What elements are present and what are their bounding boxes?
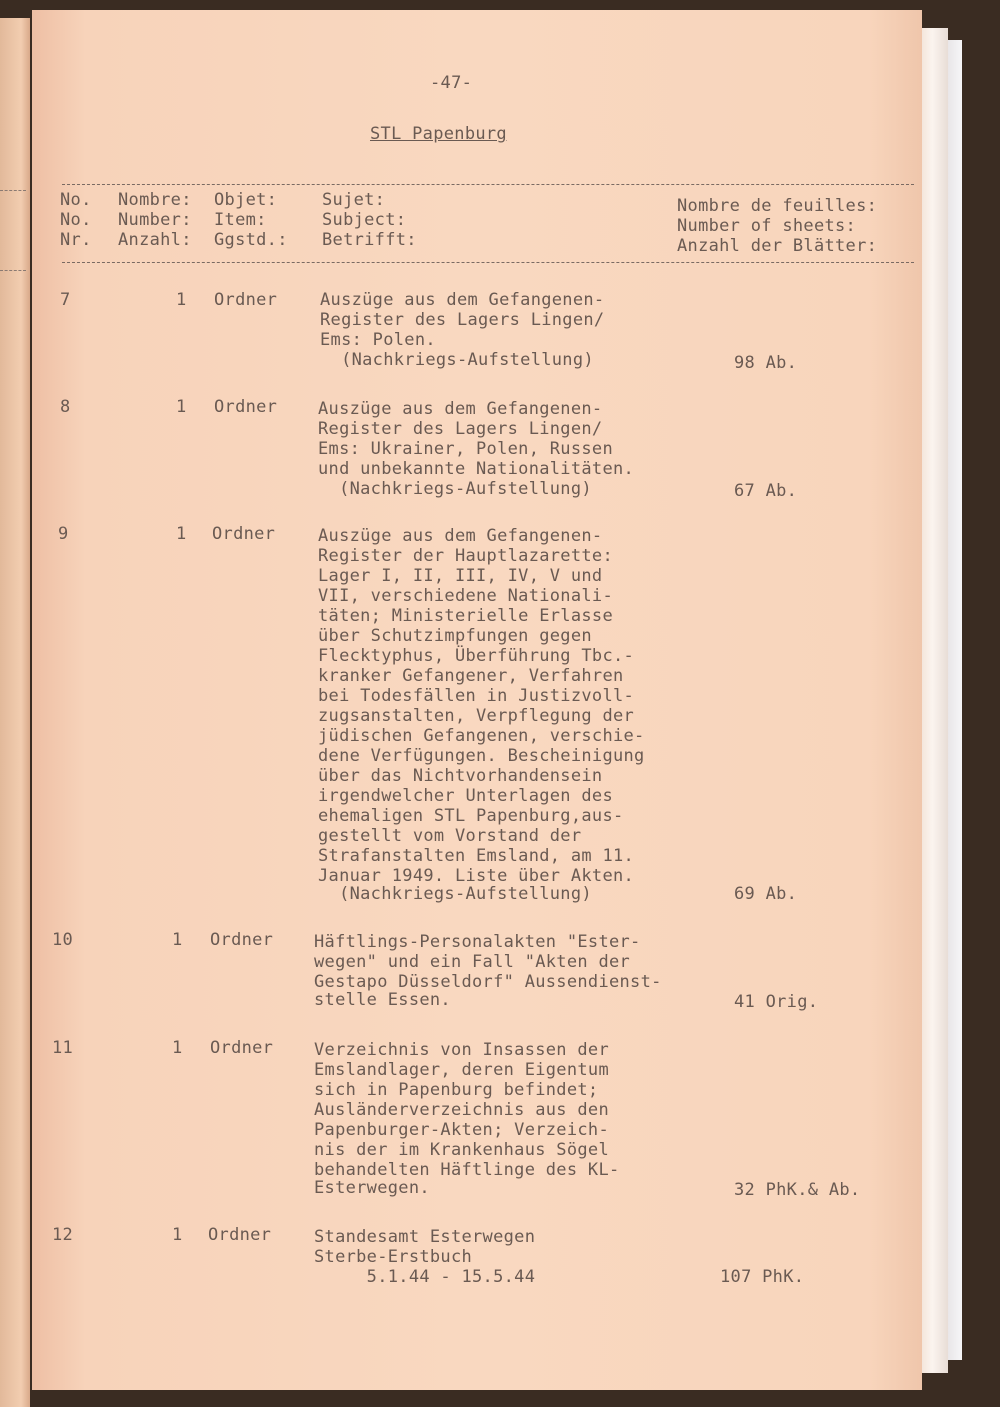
- header-no-3: Nr.: [60, 230, 92, 250]
- row-sheets: 32 PhK.& Ab.: [734, 1180, 861, 1200]
- row-subject-line: wegen" und ein Fall "Akten der: [314, 952, 631, 972]
- header-no-1: No.: [60, 190, 92, 210]
- row-no: 7: [60, 290, 71, 310]
- header-sheets-2: Number of sheets:: [677, 216, 857, 236]
- row-subject-line: Auszüge aus dem Gefangenen-: [318, 399, 603, 419]
- row-subject-line: und unbekannte Nationalitäten.: [318, 459, 635, 479]
- row-sheets: 67 Ab.: [734, 481, 798, 501]
- document-title: STL Papenburg: [370, 124, 507, 144]
- row-subject-line: irgendwelcher Unterlagen des: [318, 786, 613, 806]
- row-subject-line: (Nachkriegs-Aufstellung): [318, 884, 592, 904]
- row-number: 1: [176, 290, 187, 310]
- row-subject-line: täten; Ministerielle Erlasse: [318, 606, 613, 626]
- row-subject-line: bei Todesfällen in Justizvoll-: [318, 686, 635, 706]
- row-subject-line: Papenburger-Akten; Verzeich-: [314, 1120, 609, 1140]
- left-facing-page-edge: [0, 18, 30, 1407]
- header-top-rule: [62, 184, 914, 185]
- row-subject-line: dene Verfügungen. Bescheinigung: [318, 746, 645, 766]
- row-subject-line: Gestapo Düsseldorf" Aussendienst-: [314, 972, 662, 992]
- header-bottom-rule: [62, 262, 914, 263]
- header-number-2: Number:: [118, 210, 192, 230]
- row-sheets: 69 Ab.: [734, 884, 798, 904]
- row-subject-line: zugsanstalten, Verpflegung der: [318, 706, 635, 726]
- row-subject-line: (Nachkriegs-Aufstellung): [318, 479, 592, 499]
- row-number: 1: [172, 930, 183, 950]
- row-subject-line: kranker Gefangener, Verfahren: [318, 666, 624, 686]
- page-number: -47-: [430, 73, 473, 93]
- header-sheets-3: Anzahl der Blätter:: [677, 236, 878, 256]
- header-item-3: Ggstd.:: [214, 230, 288, 250]
- page-stack-edge-2: [948, 40, 962, 1360]
- row-subject-line: über das Nichtvorhandensein: [318, 766, 603, 786]
- row-subject-line: Strafanstalten Emsland, am 11.: [318, 846, 635, 866]
- row-subject-line: 5.1.44 - 15.5.44: [314, 1267, 536, 1287]
- page-stack-edge: [922, 28, 948, 1373]
- row-no: 8: [60, 397, 71, 417]
- row-subject-line: gestellt vom Vorstand der: [318, 826, 582, 846]
- row-subject-line: Januar 1949. Liste über Akten.: [318, 866, 635, 886]
- row-subject-line: Häftlings-Personalakten "Ester-: [314, 932, 641, 952]
- row-subject-line: ehemaligen STL Papenburg,aus-: [318, 806, 624, 826]
- row-no: 11: [52, 1038, 74, 1058]
- row-item: Ordner: [210, 1038, 274, 1058]
- row-number: 1: [176, 397, 187, 417]
- row-subject-line: behandelten Häftlinge des KL-: [314, 1160, 620, 1180]
- row-subject-line: jüdischen Gefangenen, verschie-: [318, 726, 645, 746]
- header-subject-2: Subject:: [322, 210, 407, 230]
- row-subject-line: Emslandlager, deren Eigentum: [314, 1060, 609, 1080]
- row-subject-line: VII, verschiedene Nationali-: [318, 586, 613, 606]
- header-item-2: Item:: [214, 210, 267, 230]
- header-number-1: Nombre:: [118, 190, 192, 210]
- header-sheets-1: Nombre de feuilles:: [677, 196, 878, 216]
- row-number: 1: [176, 524, 187, 544]
- header-subject-3: Betrifft:: [322, 230, 417, 250]
- row-subject-line: Standesamt Esterwegen: [314, 1227, 536, 1247]
- header-item-1: Objet:: [214, 190, 278, 210]
- row-sheets: 98 Ab.: [734, 353, 798, 373]
- header-subject-1: Sujet:: [322, 190, 386, 210]
- row-no: 10: [52, 930, 74, 950]
- row-no: 12: [52, 1225, 74, 1245]
- row-subject-line: über Schutzimpfungen gegen: [318, 626, 592, 646]
- row-subject-line: Auszüge aus dem Gefangenen-: [318, 526, 603, 546]
- row-number: 1: [172, 1038, 183, 1058]
- row-subject-line: sich in Papenburg befindet;: [314, 1080, 599, 1100]
- row-subject-line: Register der Hauptlazarette:: [318, 546, 613, 566]
- row-sheets: 107 PhK.: [720, 1267, 805, 1287]
- row-item: Ordner: [214, 290, 278, 310]
- row-subject-line: Ems: Ukrainer, Polen, Russen: [318, 439, 613, 459]
- row-item: Ordner: [212, 524, 276, 544]
- row-no: 9: [58, 524, 69, 544]
- row-subject-line: Sterbe-Erstbuch: [314, 1247, 473, 1267]
- header-number-3: Anzahl:: [118, 230, 192, 250]
- row-subject-line: Ems: Polen.: [320, 330, 436, 350]
- row-subject-line: Ausländerverzeichnis aus den: [314, 1100, 609, 1120]
- row-subject-line: Auszüge aus dem Gefangenen-: [320, 290, 605, 310]
- row-subject-line: Lager I, II, III, IV, V und: [318, 566, 603, 586]
- row-subject-line: Esterwegen.: [314, 1178, 430, 1198]
- row-item: Ordner: [210, 930, 274, 950]
- row-number: 1: [172, 1225, 183, 1245]
- header-no-2: No.: [60, 210, 92, 230]
- row-subject-line: Flecktyphus, Überführung Tbc.-: [318, 646, 635, 666]
- row-sheets: 41 Orig.: [734, 992, 819, 1012]
- row-subject-line: stelle Essen.: [314, 990, 451, 1010]
- row-subject-line: nis der im Krankenhaus Sögel: [314, 1140, 609, 1160]
- row-subject-line: Register des Lagers Lingen/: [318, 419, 603, 439]
- row-subject-line: Verzeichnis von Insassen der: [314, 1040, 609, 1060]
- row-subject-line: (Nachkriegs-Aufstellung): [320, 350, 594, 370]
- row-subject-line: Register des Lagers Lingen/: [320, 310, 605, 330]
- row-item: Ordner: [214, 397, 278, 417]
- row-item: Ordner: [208, 1225, 272, 1245]
